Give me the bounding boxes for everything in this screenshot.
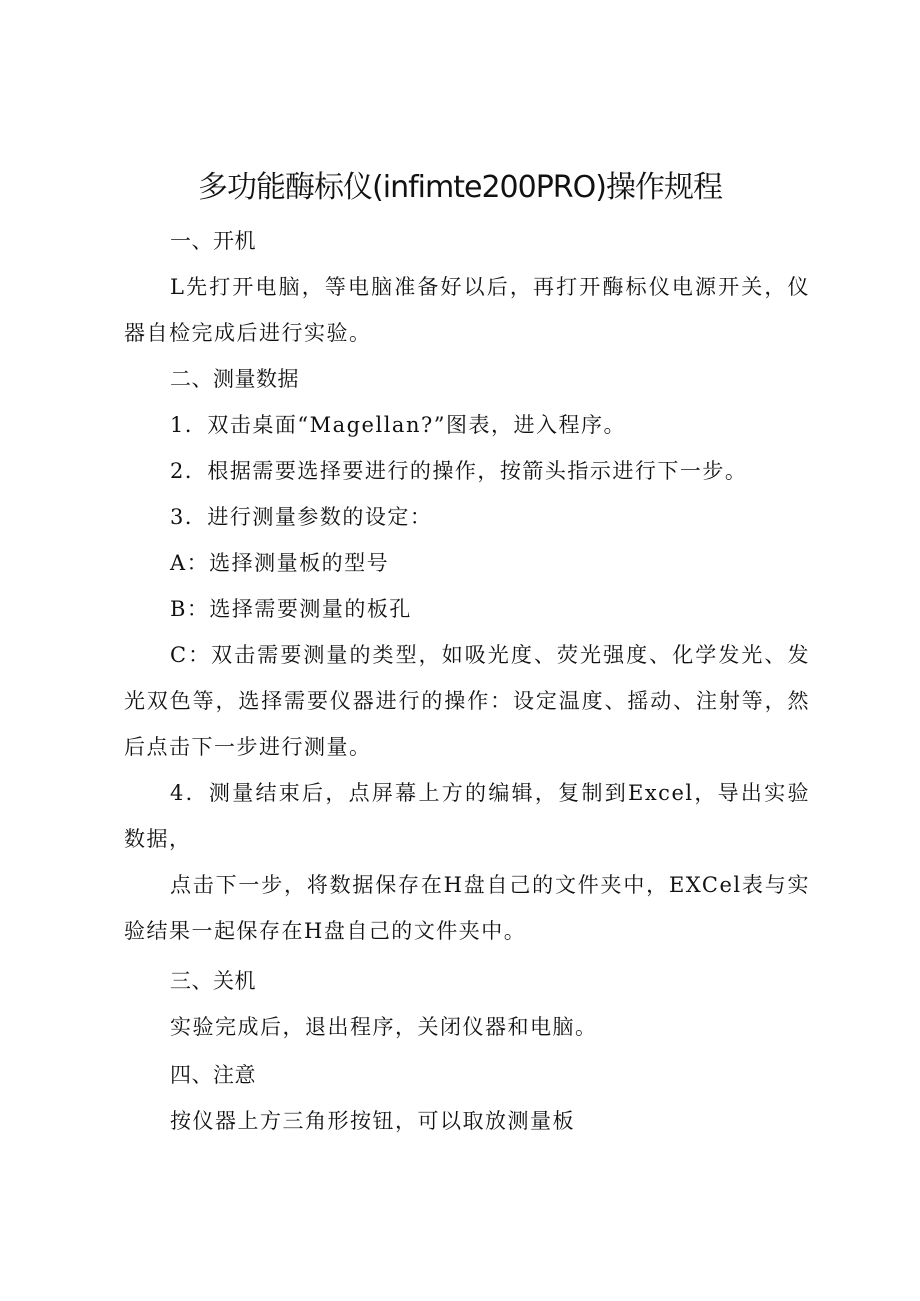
paragraph-notice: 按仪器上方三角形按钮，可以取放测量板 bbox=[170, 1109, 575, 1133]
paragraph-option-c: C：双击需要测量的类型，如吸光度、荧光强度、化学发光、发光双色等，选择需要仪器进行的操作：设定温度、摇动、注射等，然后点击下一步进行测量。 bbox=[124, 643, 810, 759]
paragraph-step-4: 4．测量结束后，点屏幕上方的编辑，复制到Excel，导出实验数据， bbox=[124, 781, 810, 851]
paragraph-step-3: 3．进行测量参数的设定： bbox=[170, 505, 433, 529]
paragraph-option-b: B：选择需要测量的板孔 bbox=[170, 597, 412, 621]
document-title: 多功能酶标仪(infimte200PRO)操作规程 bbox=[198, 170, 722, 205]
section-heading-notice: 四、注意 bbox=[170, 1063, 256, 1087]
section-heading-startup: 一、开机 bbox=[170, 229, 256, 253]
paragraph-shutdown: 实验完成后，退出程序，关闭仪器和电脑。 bbox=[170, 1015, 598, 1039]
paragraph-step-1: 1．双击桌面“Magellan?”图表，进入程序。 bbox=[170, 413, 626, 437]
section-heading-shutdown: 三、关机 bbox=[170, 969, 256, 993]
paragraph-save-data: 点击下一步，将数据保存在H盘自己的文件夹中，EXCel表与实验结果一起保存在H盘自己的文件夹中。 bbox=[124, 873, 810, 943]
paragraph-step-2: 2．根据需要选择要进行的操作，按箭头指示进行下一步。 bbox=[170, 459, 748, 483]
paragraph-option-a: A：选择测量板的型号 bbox=[170, 551, 390, 575]
section-heading-measure: 二、测量数据 bbox=[170, 367, 299, 391]
paragraph-startup: L先打开电脑，等电脑准备好以后，再打开酶标仪电源开关，仪器自检完成后进行实验。 bbox=[124, 275, 810, 345]
